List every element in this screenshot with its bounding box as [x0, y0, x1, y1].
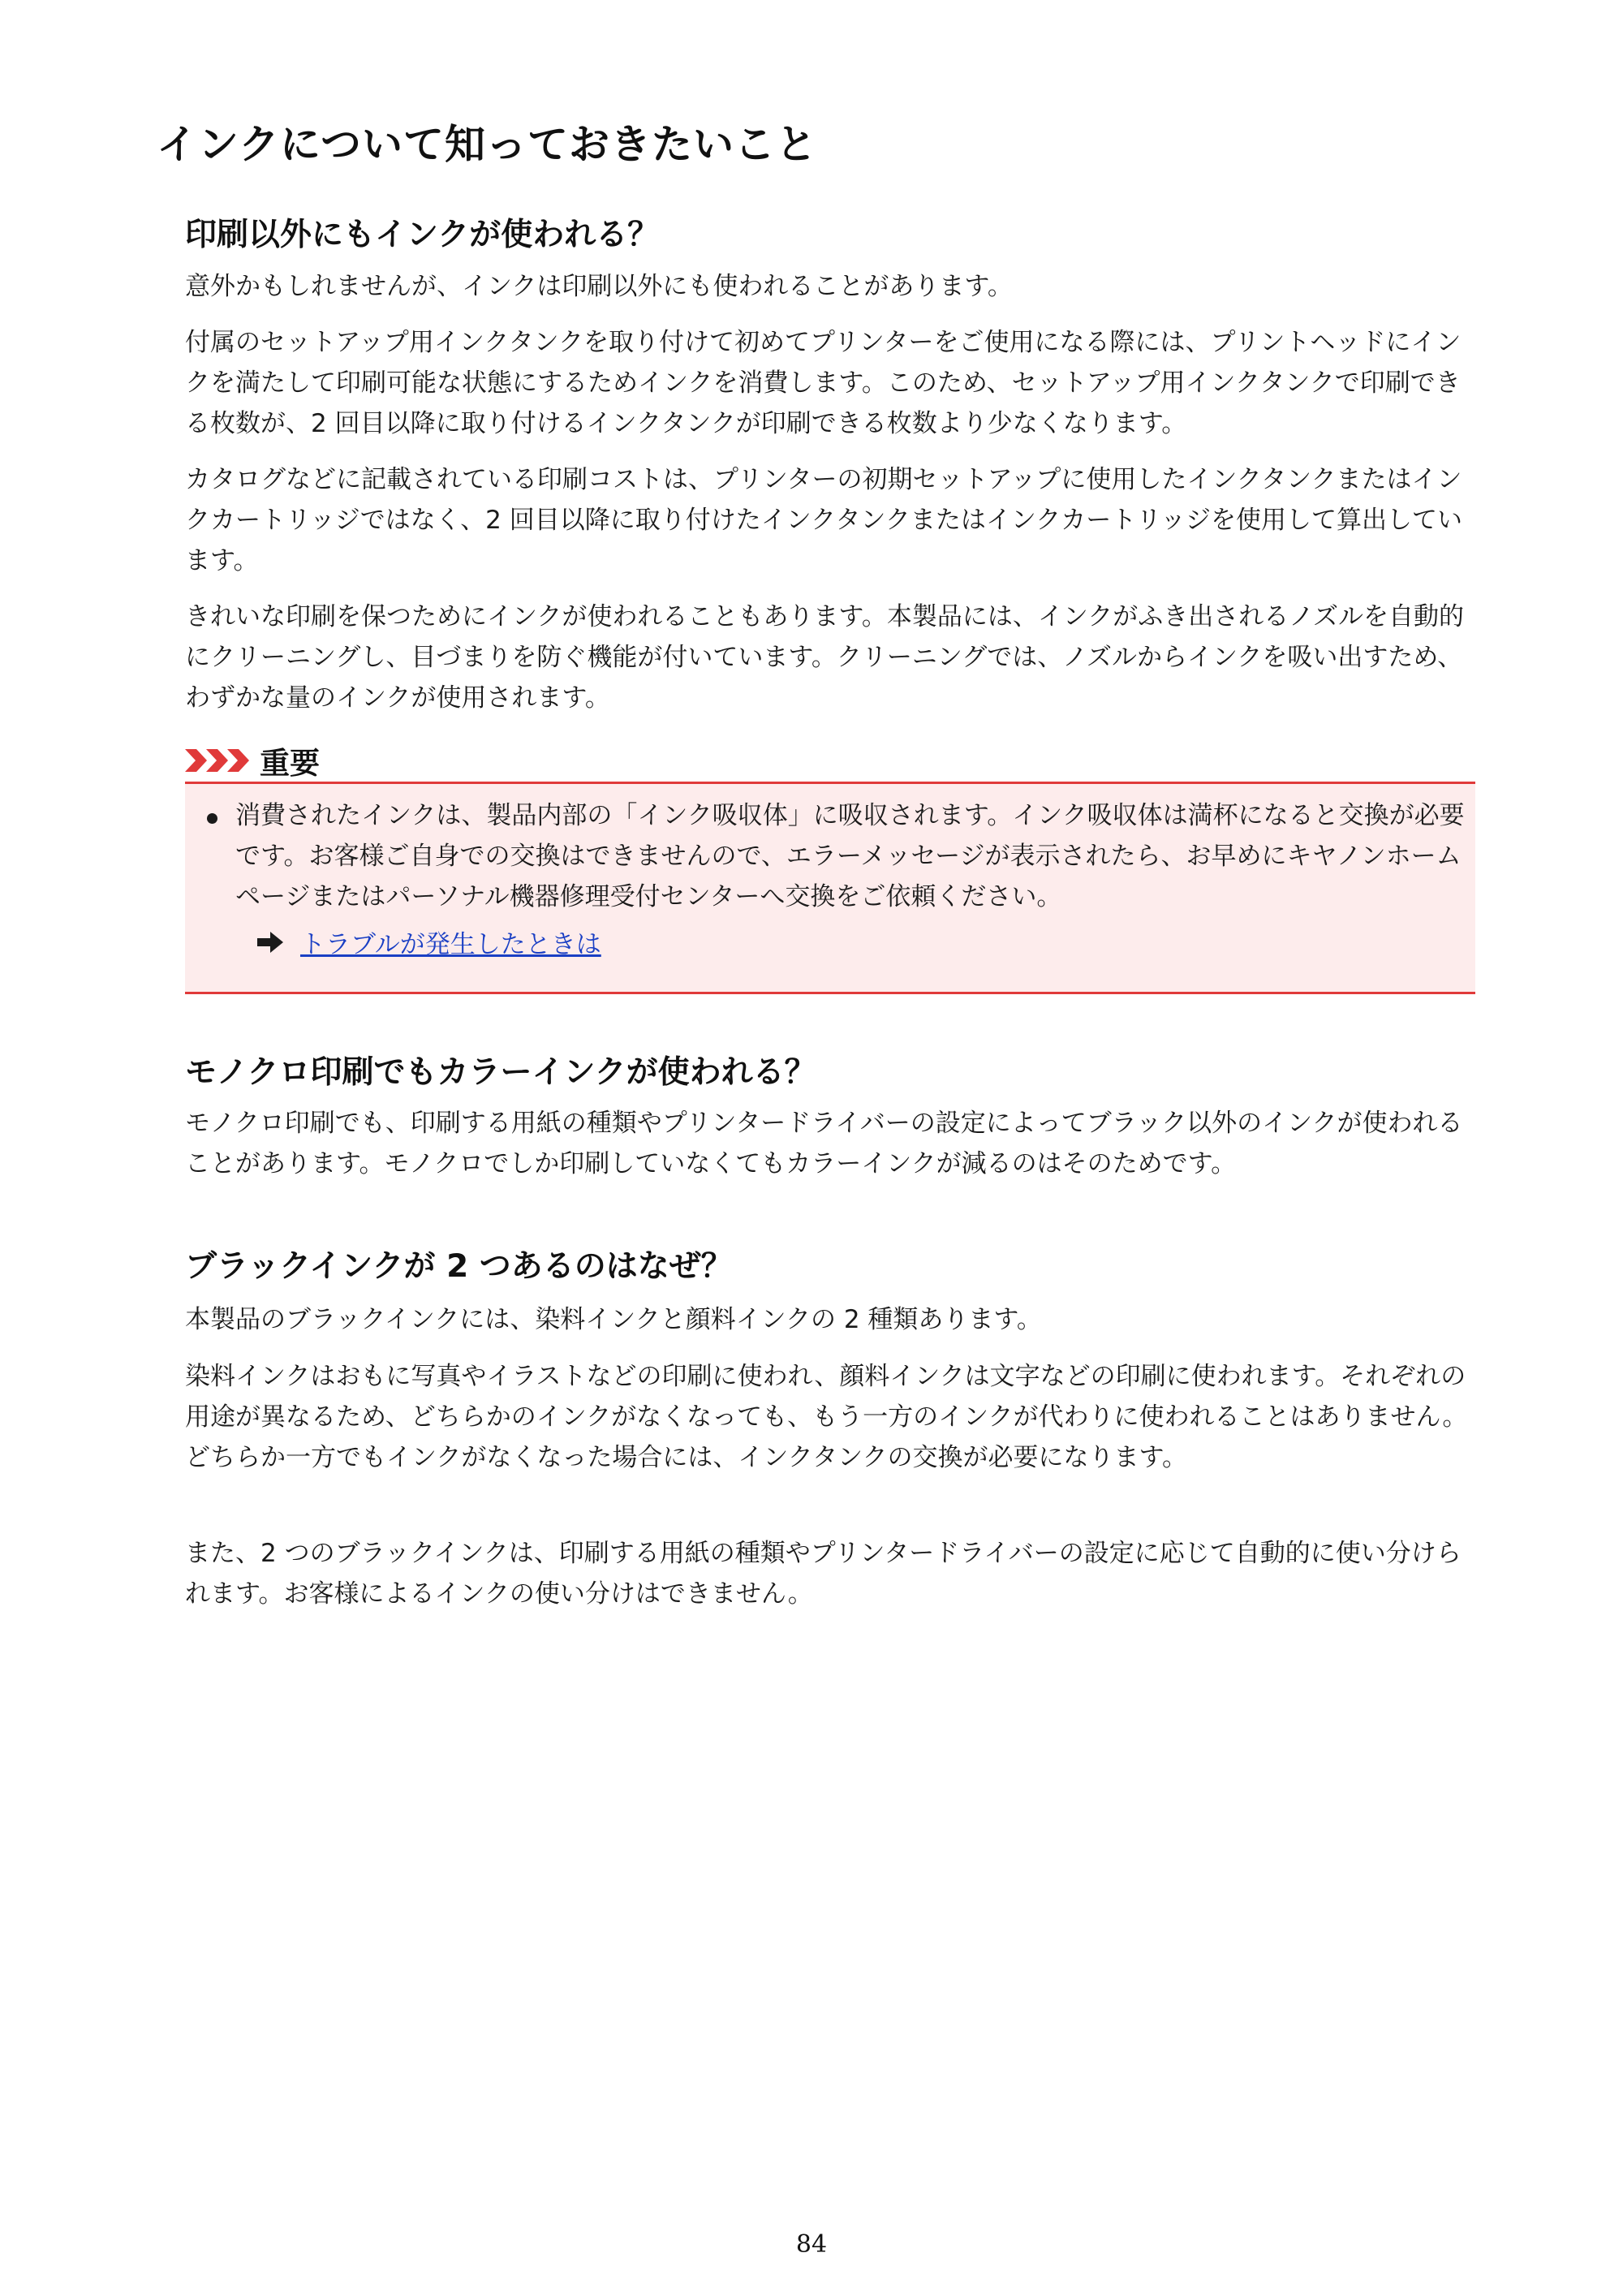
paragraph: モノクロ印刷でも、印刷する用紙の種類やプリンタードライバーの設定によってブラック以外のインクが使われることがあります。モノクロでしか印刷していなくてもカラーインクが減るのはそのためです。 — [185, 1109, 1463, 1178]
paragraph: 意外かもしれませんが、インクは印刷以外にも使われることがあります。 — [185, 272, 1013, 301]
paragraph: カタログなどに記載されている印刷コストは、プリンターの初期セットアップに使用したインクタンクまたはインクカートリッジではなく、2 回目以降に取り付けたインクタンクまたはインクカートリッジを使用して算出しています。 — [185, 465, 1462, 575]
important-bullet-text: 消費されたインクは、製品内部の「インク吸収体」に吸収されます。インク吸収体は満杯になると交換が必要です。お客様ご自身での交換はできませんので、エラーメッセージが表示されたら、お早めにキヤノンホームページまたはパーソナル機器修理受付センターへ交換をご依頼ください。 — [235, 801, 1465, 911]
page-number: 84 — [795, 2230, 828, 2259]
arrow-right-icon — [256, 931, 284, 954]
section-heading-ink-other-uses: 印刷以外にもインクが使われる？ — [185, 217, 660, 253]
important-header — [185, 743, 320, 781]
paragraph: きれいな印刷を保つためにインクが使われることもあります。本製品には、インクがふき出されるノズルを自動的にクリーニングし、目づまりを防ぐ機能が付いています。クリーニングでは、ノズルからインクを吸い出すため、わずかな量のインクが使用されます。 — [185, 602, 1465, 713]
related-link-row — [256, 924, 601, 960]
important-box — [185, 782, 1475, 994]
important-label: 重要 — [260, 746, 320, 781]
page-title: インクについて知っておきたいこと — [157, 121, 817, 168]
section-heading-color-ink-mono: モノクロ印刷でもカラーインクが使われる？ — [185, 1054, 816, 1091]
triple-chevron-icon — [185, 747, 253, 774]
bullet-dot — [207, 813, 217, 824]
paragraph: 付属のセットアップ用インクタンクを取り付けて初めてプリンターをご使用になる際には、プリントヘッドにインクを満たして印刷可能な状態にするためインクを消費します。このため、セットアップ用インクタンクで印刷できる枚数が、2 回目以降に取り付けるインクタンクが印刷できる枚数より少なくなります。 — [185, 328, 1462, 438]
paragraph: 染料インクはおもに写真やイラストなどの印刷に使われ、顔料インクは文字などの印刷に使われます。それぞれの用途が異なるため、どちらかのインクがなくなっても、もう一方のインクが代わりに使われることはありません。どちらか一方でもインクがなくなった場合には、インクタンクの交換が必要になります。 — [185, 1362, 1468, 1472]
section-heading-two-black-inks: ブラックインクが 2 つあるのはなぜ？ — [185, 1248, 733, 1285]
paragraph: 本製品のブラックインクには、染料インクと顔料インクの 2 種類あります。 — [185, 1305, 1042, 1334]
trouble-link[interactable]: トラブルが発生したときは — [300, 930, 601, 959]
paragraph: また、2 つのブラックインクは、印刷する用紙の種類やプリンタードライバーの設定に応じて自動的に使い分けられます。お客様によるインクの使い分けはできません。 — [185, 1539, 1462, 1609]
